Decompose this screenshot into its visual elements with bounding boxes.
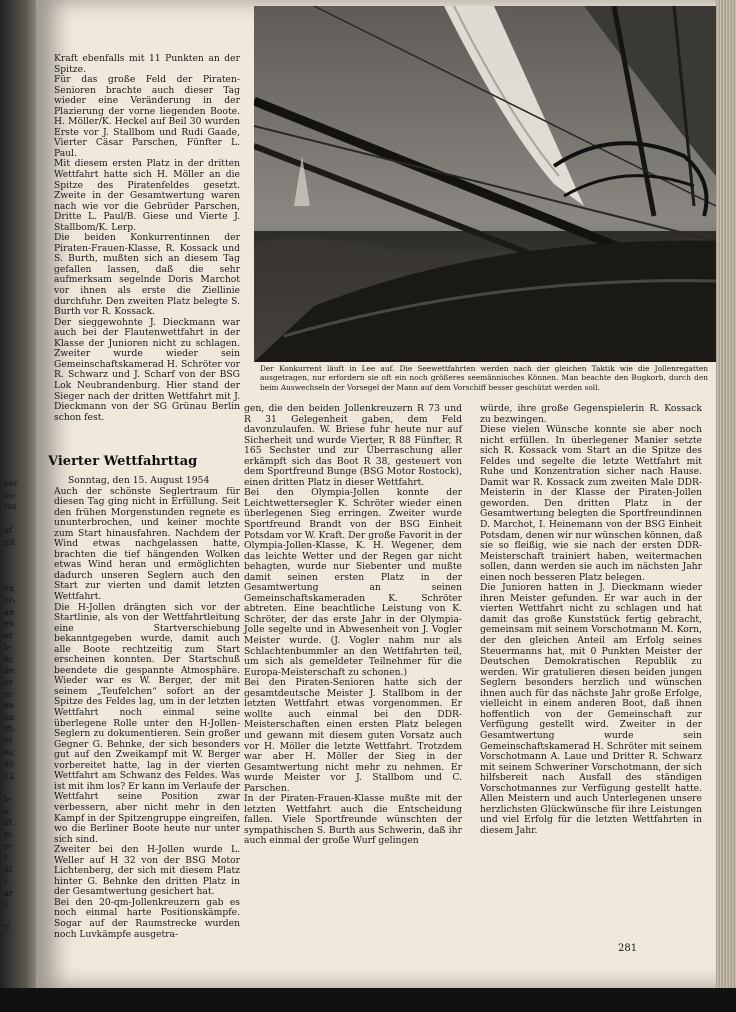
article-paragraph: würde, ihre große Gegenspielerin R. Kossack zu bezwingen. xyxy=(480,403,702,425)
facing-page-fragment: uf xyxy=(4,525,13,535)
article-paragraph: gen, die den beiden Jollenkreuzern R 73 und R 31 Gelegenheit gaben, dem Feld davonzulaufen. W. Briese fuhr heute nur auf Sicherheit und wurde Vierter, R 88 Fünfter, R 165 Sechster und zur Überraschung aller erkämpft sich das Boot R 38, gesteuert von dem Sportfreund Bunge (BSG Motor Rostock), einen dritten Platz in dieser Wettfahrt. xyxy=(244,403,462,488)
facing-page-fragment: en xyxy=(4,584,14,594)
facing-page-fragment: tus xyxy=(4,502,17,512)
facing-page-fragment: us- xyxy=(4,490,16,500)
article-paragraph: Bei den Olympia-Jollen konnte der Leichtwettersegler K. Schröter wieder einen überlegenen Sieg erringen. Zweiter wurde Sportfreund Brandt von der BSG Einheit Potsdam vor W. Kraft. Der große Favorit in der Olympia-Jollen-Klasse, K. H. Wegener, dem das leichte Wetter und der Regen gar nicht behagten, wurde nur Siebenter und mußte damit seinen ersten Platz in der Gesamtwertung an seinen Gemeinschaftskameraden K. Schröter abtreten. Eine beachtliche Leistung von K. Schröter, der das erste Jahr in der Olympia-Jolle segelte und in Abwesenheit von J. Vogler Meister wurde. (J. Vogler nahm nur als Schlachtenbummler an den Wettfahrten teil, um sich als gemeldeter Teilnehmer für die Europa-Meisterschaft zu schonen.) xyxy=(244,487,462,678)
facing-page-fragment: er xyxy=(4,841,13,851)
article-paragraph: Die H-Jollen drängten sich vor der Startlinie, als von der Wettfahrtleitung eine Startverschiebung bekanntgegeben wurde, damit auch alle Boote rechtzeitig zum Start erscheinen konnten. Der Startschuß beendete die gespannte Atmosphäre. Wieder war es W. Berger, der mit seinem „Teufelchen“ sofort an der Spitze des Feldes lag, um in der letzten Wettfahrt noch einmal seine überlegene Rolle unter den H-Jollen-Seglern zu dokumentieren. Sein großer Gegner G. Behnke, der sich besonders gut auf den Zweikampf mit W. Berger vorbereitet hatte, lag in der vierten Wettfahrt am Schwanz des Feldes. Was ist mit ihm los? Er kann im Verlaufe der Wettfahrt seine Position zwar verbessern, aber nicht mehr in den Kampf in der Spitzengruppe eingreifen, wo die Berliner Boote heute nur unter sich sind. xyxy=(54,601,240,845)
article-paragraph: Die beiden Konkurrentinnen der Piraten-Frauen-Klasse, R. Kossack und S. Burth, mußten sich an diesem Tag gefallen lassen, daß die sehr aufmerksam segelnde Doris Marchot vor ihnen als erste die Ziellinie durchfuhr. Den zweiten Platz belegte S. Burth vor R. Kossack. xyxy=(54,232,240,318)
facing-page-fragment: en xyxy=(4,619,14,629)
photo-caption: Der Konkurrent läuft in Lee auf. Die Seewettfahrten werden nach der gleichen Taktik wie die Jollenregatten ausgetragen, nur erfordern sie oft ein noch größeres seemännisches Können. Man beachte den Bugkorb, durch den beim Auswechseln der Vorsegel der Mann auf dem Vorschiff besser geschützt werden soll. xyxy=(260,364,708,392)
article-paragraph: Bei den Piraten-Senioren hatte sich der gesamtdeutsche Meister J. Stallbom in der letzten Wettfahrt etwas vorgenommen. Er wollte auch einmal bei den DDR-Meisterschaften einen ersten Platz belegen und gewann mit diesem guten Vorsatz auch vor H. Möller die letzte Wettfahrt. Trotzdem war aber H. Möller der Sieg in der Gesamtwertung nicht mehr zu nehmen. Er wurde Meister vor J. Stallbom und C. Parschen. xyxy=(244,677,462,794)
facing-page-fragment: 95 xyxy=(4,759,15,769)
facing-page-edge xyxy=(0,0,36,1012)
facing-page-fragment: le xyxy=(4,642,12,652)
section-heading: Vierter Wettfahrttag xyxy=(48,454,198,469)
facing-page-fragment: er xyxy=(4,689,13,699)
facing-page-fragment: ar xyxy=(4,888,13,898)
facing-page-fragment: ift- xyxy=(4,724,16,734)
facing-page-fragment: 12 xyxy=(4,771,15,781)
article-paragraph: Bei den 20-qm-Jollenkreuzern gab es noch einmal harte Positionskämpfe. Sogar auf der Raumstrecke wurden noch Luvkämpfe ausgetra- xyxy=(54,896,240,940)
facing-page-fragment: le xyxy=(4,794,12,804)
facing-page-fragment: er xyxy=(4,631,13,641)
magazine-page xyxy=(36,0,716,988)
facing-page-fragment: en xyxy=(4,713,14,722)
article-paragraph: Sonntag, den 15. August 1954 xyxy=(68,475,210,486)
facing-page-fragment: de xyxy=(4,666,14,676)
book-page-edges xyxy=(716,0,736,1012)
facing-page-fragment: r- xyxy=(4,876,11,886)
article-paragraph: Kraft ebenfalls mit 11 Punkten an der Spitze. xyxy=(54,53,240,75)
facing-page-fragment: s xyxy=(4,900,9,910)
page-number: 281 xyxy=(618,943,638,954)
sailboat-photo-graphic xyxy=(254,6,716,362)
scan-background xyxy=(0,988,736,1012)
article-column-1-bottom xyxy=(48,450,240,940)
facing-page-fragment: er xyxy=(4,677,13,687)
article-paragraph: Für das große Feld der Piraten-Senioren brachte auch dieser Tag wieder eine Veränderung in der Plazierung der vorne liegenden Boote. H. Möller/K. Heckel auf Beil 30 wurden Erste vor J. Stallbom und Rudi Gaade, Vierter Cäsar Parschen, Fünfter L. Paul. xyxy=(54,74,240,159)
section-body xyxy=(54,476,240,940)
article-column-3 xyxy=(480,404,702,836)
article-paragraph: Auch der schönste Seglertraum für diesen Tag ging nicht in Erfüllung. Seit den frühen Morgenstunden regnete es ununterbrochen, und keiner mochte zum Start hinausfahren. Nachdem der Wind etwas nachgelassen hatte, brachten die tief hängenden Wolken etwas Wind heran und ermöglichten dadurch unseren Seglern auch den Start zur vierten und damit letzten Wettfahrt. xyxy=(54,485,240,603)
article-paragraph: Mit diesem ersten Platz in der dritten Wettfahrt hatte sich H. Möller an die Spitze des Piratenfeldes gesetzt. Zweite in der Gesamtwertung waren nach wie vor die Gebrüder Parschen, Dritte L. Paul/B. Giese und Vierte J. Stallbom/K. Lerp. xyxy=(54,158,240,233)
facing-page-fragment: ner xyxy=(4,479,18,488)
facing-page-fragment: nit xyxy=(4,537,15,547)
sailboat-photo xyxy=(254,6,716,362)
article-column-2 xyxy=(244,404,462,847)
facing-page-fragment: an xyxy=(4,607,14,617)
article-paragraph: Die Junioren hatten in J. Dieckmann wieder ihren Meister gefunden. Er war auch in der vierten Wettfahrt nicht zu schlagen und hat damit das große Kunststück fertig gebracht, gemeinsam mit seinem Vorschotmann M. Korn, der den gleichen Anteil am Erfolg seines Steuermanns hat, mit 0 Punkten Meister der Deutschen Demokratischen Republik zu werden. Wir gratulieren diesen beiden jungen Seglern besonders herzlich und wünschen ihnen auch für das nächste Jahr große Erfolge, vielleicht in einem anderen Boot, daß ihnen hoffentlich von der Gemeinschaft zur Verfügung gestellt wird. Zweiter in der Gesamtwertung wurde sein Gemeinschaftskamerad H. Schröter mit seinem Vorschotmann A. Laue und Dritter R. Schwarz mit seinem Schweriner Vorschotmann, der sich hilfsbereit nach Ausfall des ständigen Vorschotmannes zur Verfügung gestellt hatte. Allen Meistern und auch Unterlegenen unsere herzlichsten Glückwünsche für ihre Leistungen und viel Erfolg für die letzten Wettfahrten in diesem Jahr. xyxy=(480,582,702,836)
facing-page-fragment: er xyxy=(4,736,13,746)
article-paragraph: Der sieggewohnte J. Dieckmann war auch bei der Flautenwettfahrt in der Klasse der Junioren nicht zu schlagen. Zweiter wurde wieder sein Gemeinschaftskamerad H. Schröter vor R. Schwarz und J. Scharf von der BSG Lok Neubrandenburg. Hier stand der Sieger nach der dritten Wettfahrt mit J. Dieckmann von der SG Grünau Berlin schon fest. xyxy=(54,316,240,423)
facing-page-fragment: es. xyxy=(4,748,16,758)
facing-page-fragment: en xyxy=(4,701,14,711)
facing-page-fragment: t- xyxy=(4,853,10,863)
facing-page-fragment: or- xyxy=(4,596,16,605)
facing-page-fragment: e, xyxy=(4,806,12,816)
facing-page-fragment: ift xyxy=(4,818,13,828)
article-paragraph: In der Piraten-Frauen-Klasse mußte mit der letzten Wettfahrt auch die Entscheidung fallen. Viele Sportfreunde wünschten der sympathischen S. Burth aus Schwerin, daß ihr auch einmal der große Wurf gelingen xyxy=(244,793,462,847)
facing-page-fragment: 7. xyxy=(4,923,12,933)
facing-page-fragment: m xyxy=(4,830,12,839)
article-paragraph: Zweiter bei den H-Jollen wurde L. Weller auf H 32 von der BSG Motor Lichtenberg, der sich mit diesem Platz hinter G. Behnke den dritten Platz in der Gesamtwertung gesichert hat. xyxy=(54,844,240,898)
facing-page-fragment: ilt xyxy=(4,865,13,875)
article-column-1-top xyxy=(54,54,240,423)
facing-page-fragment: lic xyxy=(4,654,14,664)
article-paragraph: Diese vielen Wünsche konnte sie aber noch nicht erfüllen. In überlegener Manier setzte sich R. Kossack vom Start an die Spitze des Feldes und segelte die letzte Wettfahrt mit Ruhe und Konzentration sicher nach Hause. Damit war R. Kossack zum zweiten Male DDR-Meisterin in der Klasse der Piraten-Jollen geworden. Den dritten Platz in der Gesamtwertung belegten die Sportfreundinnen D. Marchot, I. Heinemann von der BSG Einheit Potsdam, denen wir nur wünschen können, daß sie so fleißig, wie sie nach der ersten DDR-Meisterschaft trainiert haben, weitermachen sollen, dann werden sie auch im nächsten Jahr einen noch besseren Platz belegen. xyxy=(480,424,702,583)
